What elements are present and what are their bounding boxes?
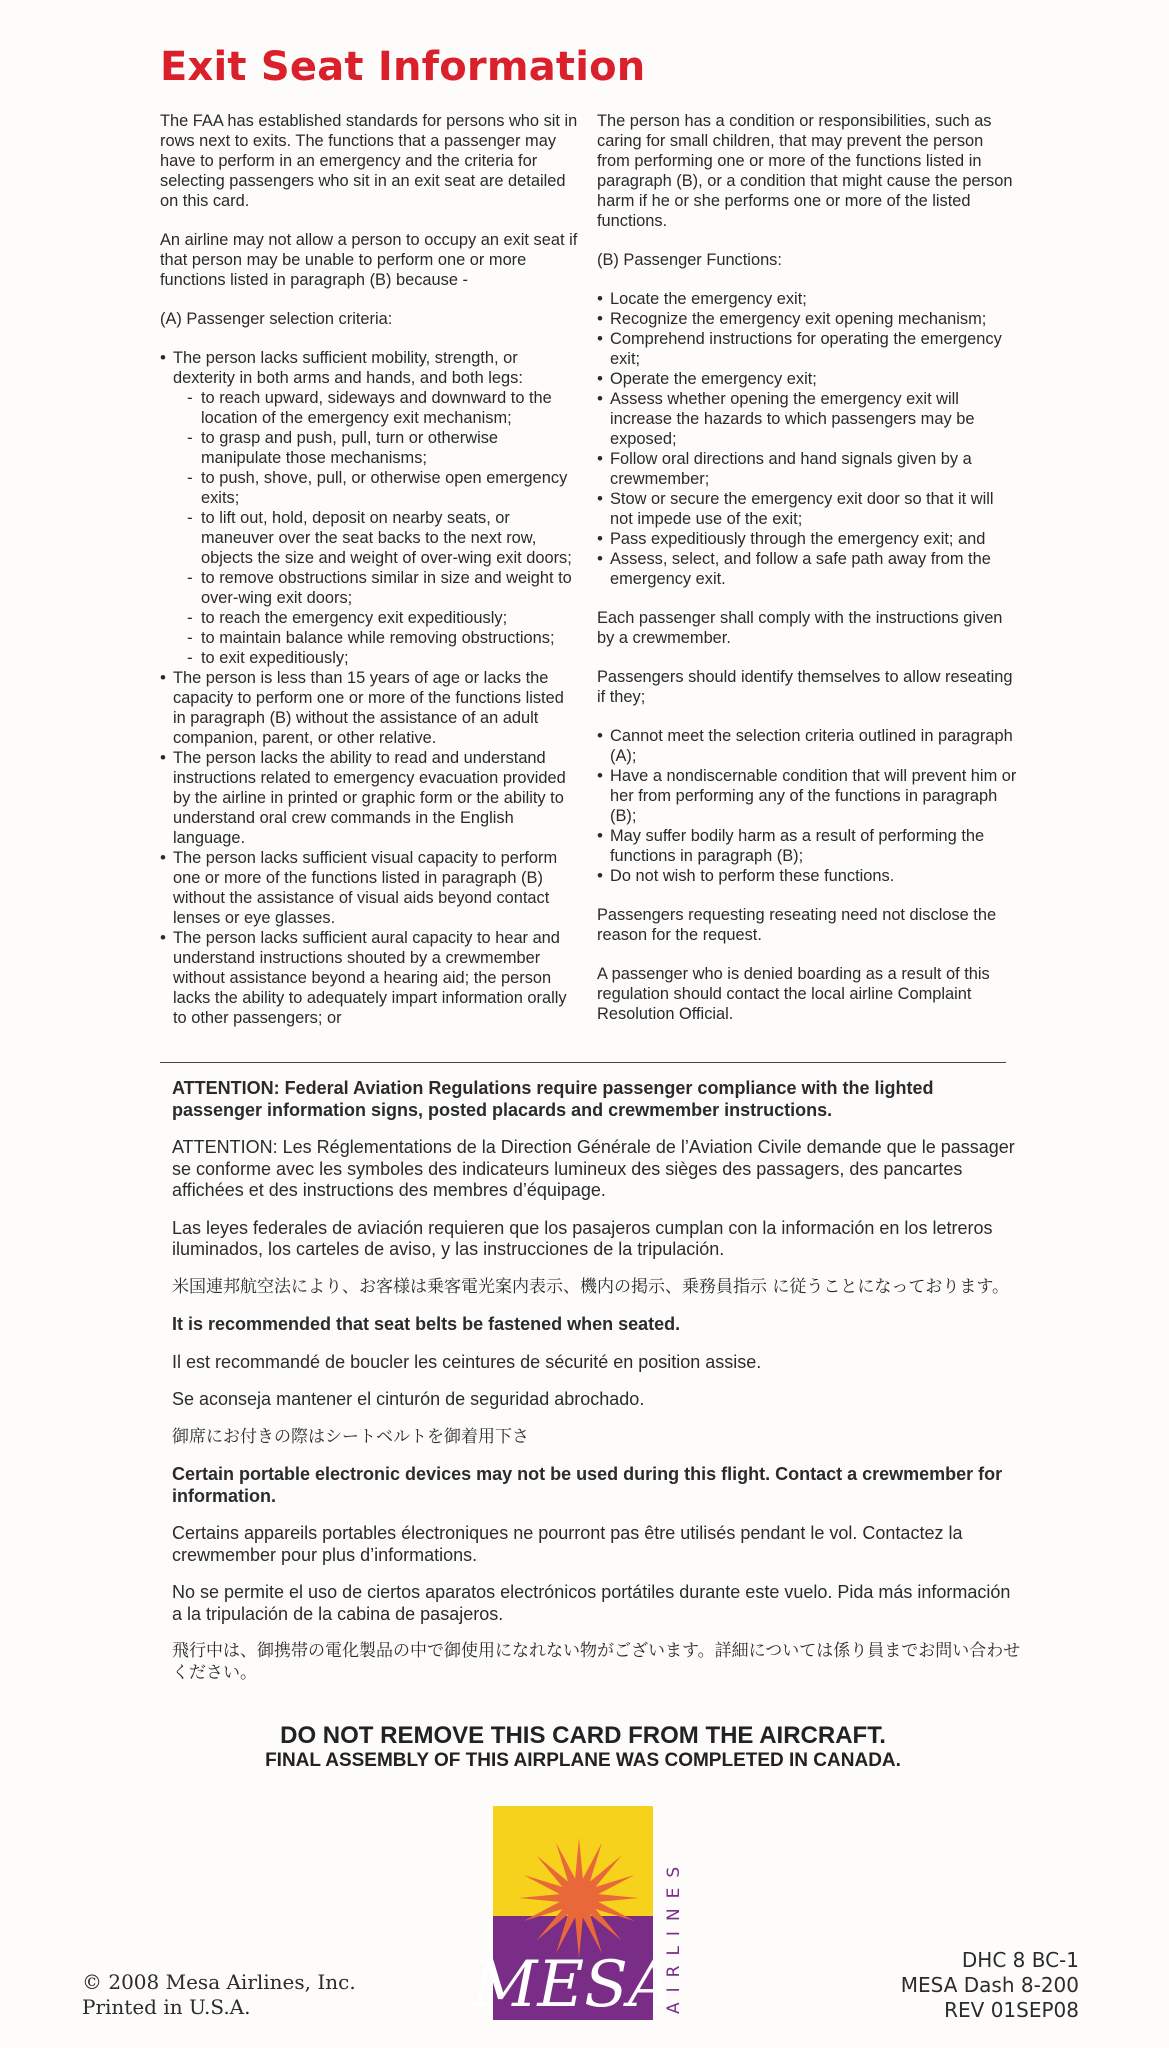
list-item: • Stow or secure the emergency exit door so that it will not impede use of the exit;	[597, 489, 1017, 529]
devices-es: No se permite el uso de ciertos aparatos electrónicos portátiles durante este vuelo. Pida más información a la tripulación de la cabina de pasajeros.	[172, 1582, 1011, 1624]
list-item: • Follow oral directions and hand signals given by a crewmember;	[597, 449, 1017, 489]
list-item: - to reach upward, sideways and downward to the location of the emergency exit mechanism;	[173, 388, 580, 428]
functions-heading: (B) Passenger Functions:	[597, 251, 782, 269]
list-item: • Cannot meet the selection criteria outlined in paragraph (A);	[597, 726, 1017, 766]
attention-ja: 米国連邦航空法により、お客様は乗客電光案内表示、機内の掲示、乗務員指示 に従うことになっております。	[172, 1276, 1010, 1297]
belts-es: Se aconseja mantener el cinturón de seguridad abrochado.	[172, 1389, 645, 1409]
list-item: • Locate the emergency exit;	[597, 289, 1017, 309]
functions-list	[597, 289, 1017, 589]
list-item: • The person lacks sufficient aural capacity to hear and understand instructions shouted by a crewmember without assistance beyond a hearing aid; the person lacks the ability to adequately impart information orally to other passengers; or	[160, 928, 580, 1028]
mesa-airlines-logo	[471, 1806, 691, 2022]
devices-fr: Certains appareils portables électroniques ne pourront pas être utilisés pendant le vol. Contactez la crewmember pour plus d’informations.	[172, 1523, 963, 1565]
logo-mesa-text: MESA	[471, 1948, 675, 2022]
sub-criteria-list	[173, 388, 580, 668]
list-item: - to grasp and push, pull, turn or otherwise manipulate those mechanisms;	[173, 428, 580, 468]
list-item: • The person lacks the ability to read and understand instructions related to emergency evacuation provided by the airline in printed or graphic form or the ability to understand oral crew commands in the English language.	[160, 748, 580, 848]
list-item: • The person is less than 15 years of age or lacks the capacity to perform one or more of the functions listed in paragraph (B) without the assistance of an adult companion, parent, or other relative.	[160, 668, 580, 748]
copyright-text: © 2008 Mesa Airlines, Inc.	[82, 1970, 356, 1994]
belts-en: It is recommended that seat belts be fastened when seated.	[172, 1314, 681, 1334]
airline-rule-paragraph: An airline may not allow a person to occupy an exit seat if that person may be unable to perform one or more functions listed in paragraph (B) because -	[160, 231, 578, 289]
denied-paragraph: A passenger who is denied boarding as a result of this regulation should contact the local airline Complaint Resolution Official.	[597, 965, 990, 1023]
attention-fr: ATTENTION: Les Réglementations de la Direction Générale de l’Aviation Civile demande que le passager se conforme avec les symboles des indicateurs lumineux des sièges des passagers, des pancartes affichées et des instructions des membres d’équipage.	[172, 1137, 1015, 1200]
list-item: • May suffer bodily harm as a result of performing the functions in paragraph (B);	[597, 826, 1017, 866]
criteria-heading: (A) Passenger selection criteria:	[160, 310, 393, 328]
model-line: REV 01SEP08	[944, 1998, 1079, 2022]
logo-airlines-text: AIRLINES	[664, 1856, 684, 2014]
do-not-remove-text: DO NOT REMOVE THIS CARD FROM THE AIRCRAFT.	[280, 1722, 886, 1749]
copyright-block	[82, 1970, 356, 2020]
list-item: • Comprehend instructions for operating the emergency exit;	[597, 329, 1017, 369]
aircraft-model-block	[901, 1948, 1079, 2023]
list-item: - to exit expeditiously;	[173, 648, 580, 668]
list-item: - to reach the emergency exit expeditiously;	[173, 608, 580, 628]
list-item: - to maintain balance while removing obstructions;	[173, 628, 580, 648]
list-item: • The person lacks sufficient visual capacity to perform one or more of the functions listed in paragraph (B) without the assistance of visual aids beyond contact lenses or eye glasses.	[160, 848, 580, 928]
identify-paragraph: Passengers should identify themselves to allow reseating if they;	[597, 668, 1013, 706]
left-column	[160, 111, 580, 1047]
list-item: • Pass expeditiously through the emergency exit; and	[597, 529, 1017, 549]
final-assembly-text: FINAL ASSEMBLY OF THIS AIRPLANE WAS COMPLETED IN CANADA.	[265, 1750, 901, 1771]
comply-paragraph: Each passenger shall comply with the instructions given by a crewmember.	[597, 609, 1003, 647]
list-item: • Assess, select, and follow a safe path away from the emergency exit.	[597, 549, 1017, 589]
list-item: • Do not wish to perform these functions.	[597, 866, 1017, 886]
attention-es: Las leyes federales de aviación requieren que los pasajeros cumplan con la información en los letreros iluminados, los carteles de aviso, y las instrucciones de la tripulación.	[172, 1217, 993, 1259]
list-item	[160, 348, 580, 668]
list-item: - to remove obstructions similar in size and weight to over-wing exit doors;	[173, 568, 580, 608]
list-item: • Operate the emergency exit;	[597, 369, 1017, 389]
model-line: DHC 8 BC-1	[961, 1948, 1079, 1972]
model-line: MESA Dash 8-200	[900, 1973, 1079, 1997]
list-item: • Have a nondiscernable condition that will prevent him or her from performing any of the functions in paragraph (B);	[597, 766, 1017, 826]
disclose-paragraph: Passengers requesting reseating need not disclose the reason for the request.	[597, 906, 997, 944]
list-item: • Recognize the emergency exit opening mechanism;	[597, 309, 1017, 329]
mesa-logo-graphic	[471, 1806, 691, 2022]
right-column	[597, 111, 1017, 1043]
belts-ja: 御席にお付きの際はシートベルトを御着用下さ	[172, 1426, 529, 1447]
reseat-list	[597, 726, 1017, 886]
devices-en: Certain portable electronic devices may not be used during this flight. Contact a crewmember for information.	[172, 1464, 1003, 1506]
notices-section	[172, 1078, 1022, 1700]
list-item: - to lift out, hold, deposit on nearby seats, or maneuver over the seat backs to the next row, objects the size and weight of over-wing exit doors;	[173, 508, 580, 568]
condition-paragraph: The person has a condition or responsibilities, such as caring for small children, that may prevent the person from performing one or more of the functions listed in paragraph (B), or a condition that might cause the person harm if he or she performs one or more of the listed functions.	[597, 112, 1013, 230]
printed-text: Printed in U.S.A.	[82, 1995, 251, 2019]
devices-ja: 飛行中は、御携帯の電化製品の中で御使用になれない物がございます。詳細については係り員までお問い合わせください。	[172, 1641, 1021, 1683]
list-item: - to push, shove, pull, or otherwise open emergency exits;	[173, 468, 580, 508]
list-item: • Assess whether opening the emergency exit will increase the hazards to which passengers may be exposed;	[597, 389, 1017, 449]
belts-fr: Il est recommandé de boucler les ceintures de sécurité en position assise.	[172, 1351, 762, 1372]
attention-en: ATTENTION: Federal Aviation Regulations require passenger compliance with the lighted passenger information signs, posted placards and crewmember instructions.	[172, 1078, 934, 1120]
criteria-item-text: The person lacks sufficient mobility, strength, or dexterity in both arms and hands, and both legs:	[173, 349, 523, 387]
criteria-list	[160, 348, 580, 1028]
section-divider	[160, 1062, 1006, 1063]
intro-paragraph: The FAA has established standards for persons who sit in rows next to exits. The functions that a passenger may have to perform in an emergency and the criteria for selecting passengers who sit in an exit seat are detailed on this card.	[160, 112, 578, 210]
page-title: Exit Seat Information	[160, 44, 646, 90]
do-not-remove-notice	[160, 1722, 1006, 1772]
